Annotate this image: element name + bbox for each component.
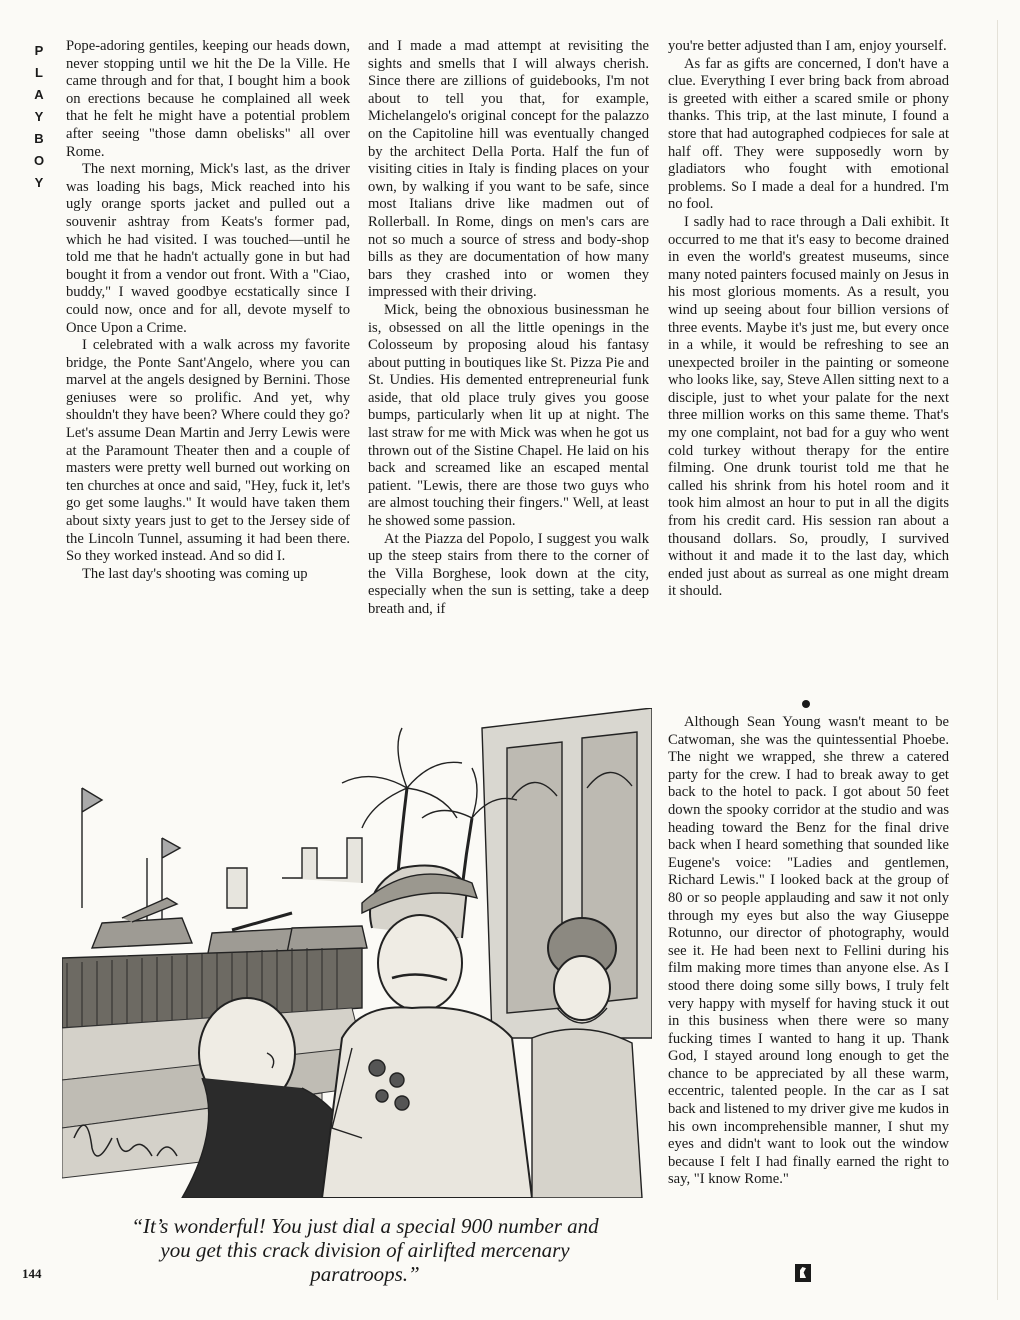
paragraph: Mick, being the obnoxious businessman he is, obsessed on all the little openings in the Colosseum by proposing aloud his fantasy about putting in boutiques like St. Pizza Pie and St. Undies. His demented entrepreneurial funk aside, that old place truly gives you goose bumps, particularly when lit up at night. The last straw for me with Mick was when he got us thrown out of the Sistine Chapel. He laid on his back and screamed like an escaped mental patient. "Lewis, there are those two guys who are almost touching their fingers." Well, at least he showed some passion.	[368, 301, 649, 530]
paragraph: Pope-adoring gentiles, keeping our heads down, never stopping until we hit the De la Ville. He came through and for that, I bought him a book on erections because he complained all week that he felt he might have a potential problem after seeing "those damn obelisks" all over Rome.	[66, 38, 350, 160]
masthead-letter: Y	[34, 175, 44, 190]
cartoon-caption: “It’s wonderful! You just dial a special 900 number and you get this crack division of airlifted mercenary paratroops.”	[131, 1214, 599, 1286]
masthead-letter: Y	[34, 109, 44, 124]
masthead-letter: B	[34, 131, 44, 146]
masthead-vertical	[28, 40, 50, 194]
paragraph: As far as gifts are concerned, I don't have a clue. Everything I ever bring back from abroad is greeted with either a scared smile or phony thanks. This trip, at the last minute, I found a store that had autographed codpieces for sale at half off. They were supposedly worn by gladiators who fought with emotional problems. So I made a deal for a hundred. I'm no fool.	[668, 55, 949, 213]
paragraph: The last day's shooting was coming up	[82, 565, 308, 582]
paragraph: I celebrated with a walk across my favorite bridge, the Ponte Sant'Angelo, where you can marvel at the angels designed by Bernini. Those geniuses were so prolific. And yet, why shouldn't they have been? Where could they go? Let's assume Dean Martin and Jerry Lewis were at the Paramount Theater then and a couple of masters were pretty well burned out working on ten churches at once and said, "Hey, fuck it, let's go get some laughs." It would have taken them about sixty years just to get to the Jersey side of the Lincoln Tunnel, assuming it had been there. So they worked instead. And so did I.	[66, 337, 350, 565]
section-break-bullet	[802, 700, 810, 708]
masthead-letter: P	[34, 43, 44, 58]
paragraph: you're better adjusted than I am, enjoy yourself.	[668, 38, 947, 54]
paragraph: Although Sean Young wasn't meant to be Catwoman, she was the quintessential Phoebe. The night we wrapped, she threw a catered party for the crew. I had to break away to get back to the hotel to pack. I got about 50 feet down the spooky corridor at the studio and was heading toward the Benz for the final drive back when I heard something that sounded like Eugene's voice: "Ladies and gentlemen, Richard Lewis." I looked back at the group of 80 or so people applauding and saw it not only through my eyes but also the way Giuseppe Rotunno, our director of photography, would see it. He had been next to Fellini during his film making more times than anyone else. As I stood there doing some silly bows, I truly felt very happy with myself for having stuck it out in this business when there were so many fucking times I wanted to hang it up. Thank God, I stayed around long enough to get the chance to be appreciated by all these warm, eccentric, talented people. In the car as I sat back and listened to my driver give me kudos in his own incomprehensible manner, I shut my eyes and didn't want to look out the window because I felt I had finally earned the right to say, "I know Rome."	[668, 714, 949, 1188]
page-edge-rule	[997, 20, 998, 1300]
paragraph: and I made a mad attempt at revisiting the sights and smells that I will always cherish. Since there are zillions of guidebooks, I'm not about to tell you that, for example, Michelangelo's original concept for the palazzo on the Capitoline hill was eventually changed by the architect Della Porta. Half the fun of visiting cities in Italy is finding places on your own, by walking if you want to be safe, since most Italians drive like madmen out of Rollerball. In Rome, dings on men's cars are not so much a source of stress and body-shop bills as they are documentation of how many bars they crashed into or women they impressed with their driving.	[368, 38, 649, 301]
text-column-3	[668, 38, 949, 601]
rabbit-end-mark-icon	[795, 1264, 811, 1282]
masthead-letter: A	[34, 87, 44, 102]
paragraph: I sadly had to race through a Dali exhibit. It occurred to me that it's easy to become drained in even the world's greatest museums, since many noted painters focused mainly on Jesus in his most glorious moments. As a result, you wind up seeing about four billion versions of three events. Maybe it's just me, but every once in a while, it would be refreshing to see an unexpected broiler in the painting or someone who looks like, say, Steve Allen sitting next to a disciple, just to whet your palate for the next three million works on this same theme. That's my one complaint, not bad for a guy who went cold turkey without therapy for the entire filming. One drunk tourist told me that he called his shrink from his hotel room and it took him almost an hour to put in all the digits from his credit card. His session ran about a thousand dollars. So, proudly, I survived without it and made it to the last day, which ended just about as surreal as one might dream it should.	[668, 213, 949, 600]
masthead-letter: O	[33, 153, 45, 168]
page-number: 144	[22, 1266, 42, 1281]
masthead-letter: L	[35, 65, 43, 80]
cartoon-illustration	[62, 708, 652, 1198]
paragraph: At the Piazza del Popolo, I suggest you walk up the steep stairs from there to the corner of the Villa Borghese, look down at the city, especially when the sun is setting, take a deep breath and, if	[368, 530, 649, 617]
text-column-3-continued	[668, 714, 949, 1189]
text-column-2	[368, 38, 649, 619]
paragraph: The next morning, Mick's last, as the driver was loading his bags, Mick reached into his ugly orange sports jacket and pulled out a souvenir ashtray from Keats's former pad, which he had visited. I was touched—until he told me that he hadn't actually gone in but had bought it from a vendor out front. With a "Ciao, buddy," I waved goodbye ecstatically since I could now, once and for all, devote myself to Once Upon a Crime.	[66, 161, 350, 336]
text-column-1	[66, 38, 350, 583]
